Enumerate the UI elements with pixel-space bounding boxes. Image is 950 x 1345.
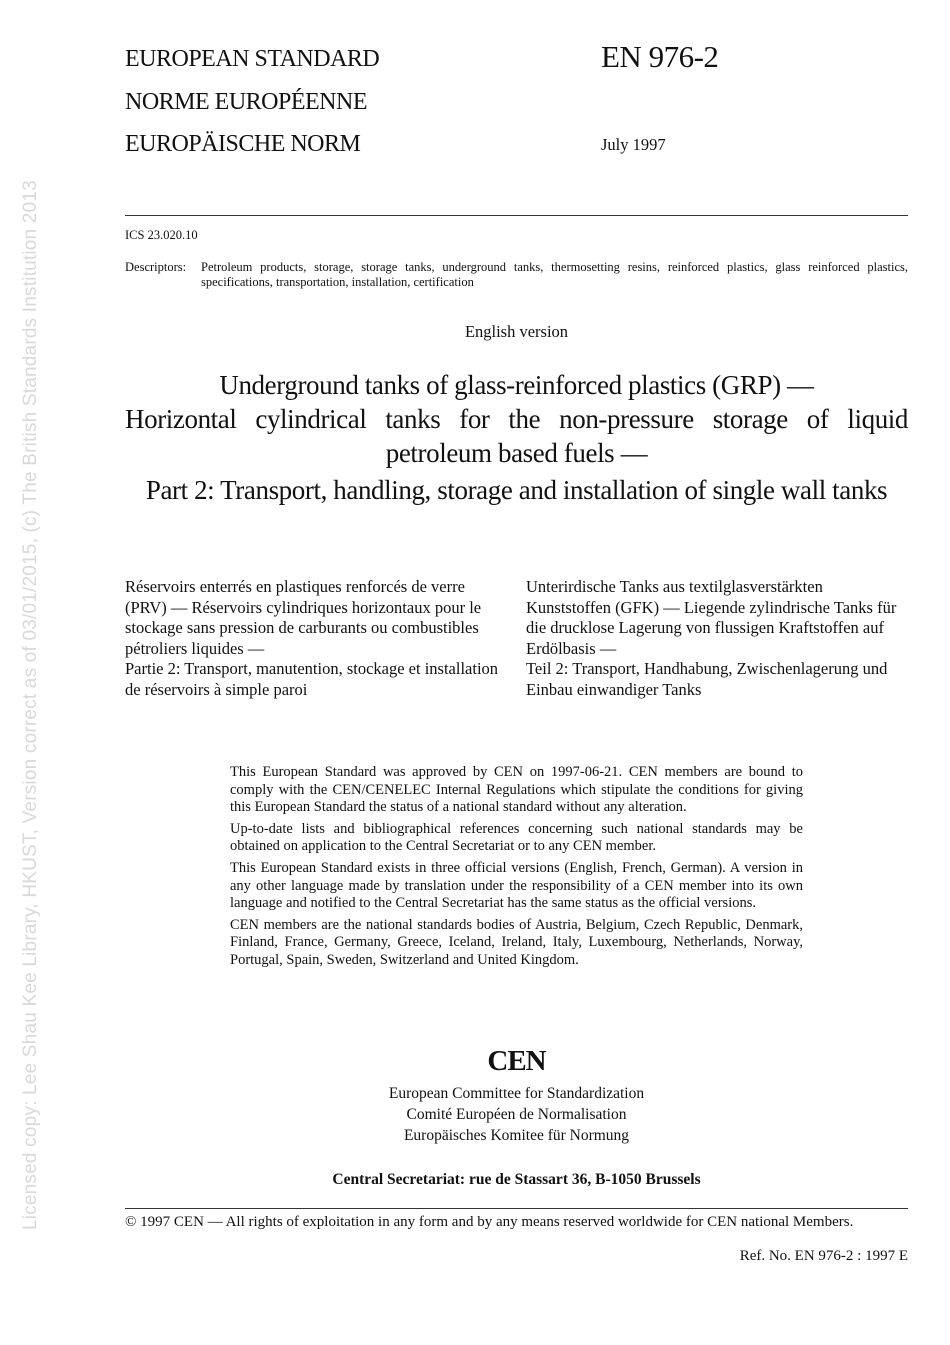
header-line-fr: NORME EUROPÉENNE [125, 89, 367, 115]
descriptors-text: Petroleum products, storage, storage tanks, underground tanks, thermosetting resins, reinforced plastics, glass reinforced plastics, specifications, transportation, installation, certification [201, 260, 908, 289]
copyright-notice: © 1997 CEN — All rights of exploitation in any form and by any means reserved worldwide for CEN national Members. [125, 1214, 854, 1230]
french-title [125, 577, 510, 700]
notice-paragraph-versions: This European Standard exists in three official versions (English, French, German). A version in any other language made by translation under the responsibility of a CEN member into its own language and notified to the Central Secretariat has the same status as the official versions. [230, 859, 803, 912]
german-title-main: Unterirdische Tanks aus textilglasverstärkten Kunststoffen (GFK) — Liegende zylindrische Tanks für die drucklose Lagerung von flussigen Kraftstoffen auf Erdölbasis — [526, 577, 897, 658]
header-line-de: EUROPÄISCHE NORM [125, 131, 361, 157]
central-secretariat: Central Secretariat: rue de Stassart 36, B-1050 Brussels [332, 1171, 701, 1188]
title-line-1: Underground tanks of glass-reinforced plastics (GRP) — [219, 370, 814, 400]
cen-logo: CEN [487, 1045, 546, 1077]
german-title-part: Teil 2: Transport, Handhabung, Zwischenlagerung und Einbau einwandiger Tanks [526, 659, 888, 699]
document-title [125, 368, 908, 507]
title-line-2: Horizontal cylindrical tanks for the non-pressure storage of liquid petroleum based fuels — [125, 404, 908, 468]
notice-paragraph-approval: This European Standard was approved by CEN on 1997-06-21. CEN members are bound to comply with the CEN/CENELEC Internal Regulations which stipulate the conditions for giving this European Standard the status of a national standard without any alteration. [230, 764, 803, 816]
reference-number: Ref. No. EN 976-2 : 1997 E [739, 1248, 908, 1264]
french-title-part: Partie 2: Transport, manutention, stockage et installation de réservoirs à simple paroi [125, 659, 499, 699]
header-line-en: EUROPEAN STANDARD [125, 46, 380, 72]
french-title-main: Réservoirs enterrés en plastiques renforcés de verre (PRV) — Réservoirs cylindriques horizontaux pour le stockage sans pression de carburants ou combustibles pétroliers liquides — [125, 577, 482, 658]
standard-number: EN 976-2 [601, 39, 719, 74]
committee-names [0, 1083, 950, 1146]
committee-name-en: European Committee for Standardization [388, 1085, 645, 1102]
ics-code: ICS 23.020.10 [125, 228, 198, 242]
committee-name-de: Europäisches Komitee für Normung [403, 1127, 630, 1144]
header-divider [125, 215, 908, 216]
language-version: English version [464, 322, 569, 341]
title-line-3: Part 2: Transport, handling, storage and installation of single wall tanks [145, 475, 888, 505]
license-watermark: Licensed copy: Lee Shau Kee Library, HKUST, Version correct as of 03/01/2015, (c) The British Standards Institution 2013 [20, 180, 41, 1230]
german-title [526, 577, 911, 700]
notice-paragraph-members: CEN members are the national standards bodies of Austria, Belgium, Czech Republic, Denmark, Finland, France, Germany, Greece, Iceland, Ireland, Italy, Luxembourg, Netherlands, Norway, Portugal, Spain, Sweden, Switzerland and United Kingdom. [230, 916, 803, 968]
approval-notice [230, 764, 803, 974]
notice-paragraph-references: Up-to-date lists and bibliographical references concerning such national standards may be obtained on application to the Central Secretariat or to any CEN member. [230, 820, 803, 855]
committee-name-fr: Comité Européen de Normalisation [406, 1106, 627, 1123]
descriptors-label: Descriptors: [125, 260, 187, 274]
descriptors [125, 260, 908, 290]
publication-date: July 1997 [601, 135, 666, 154]
footer-divider [125, 1208, 908, 1209]
